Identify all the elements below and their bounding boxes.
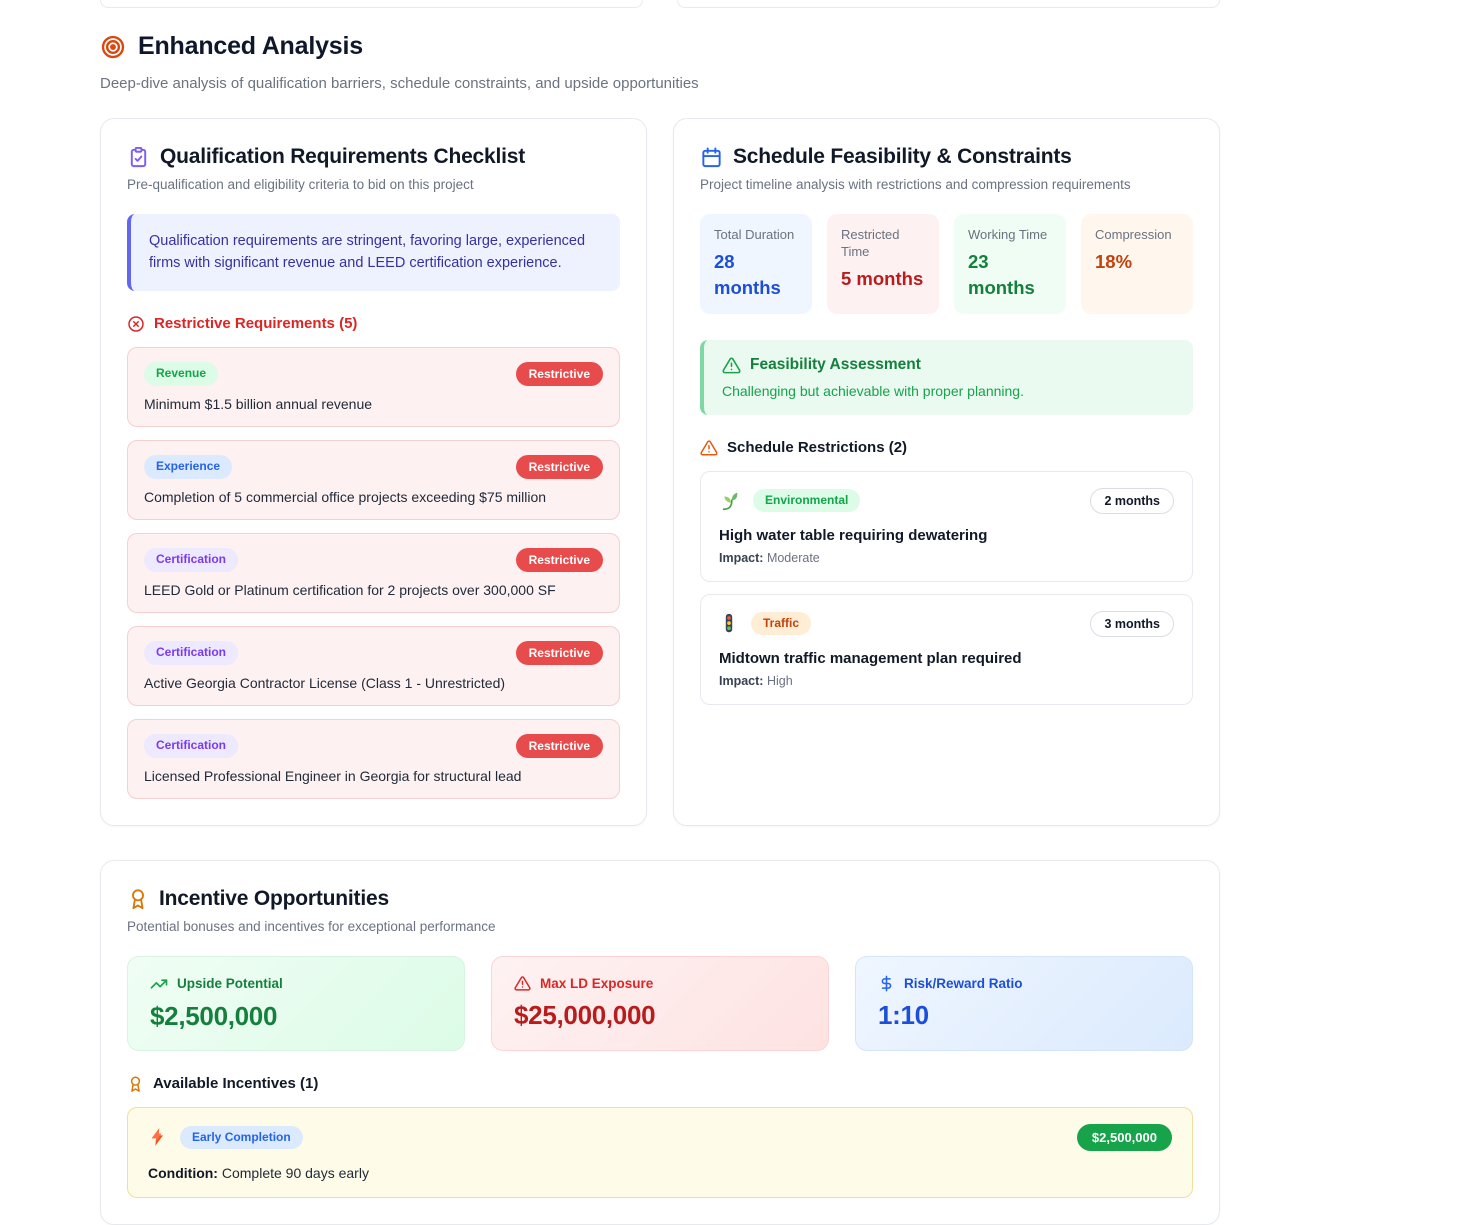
restriction-title: Midtown traffic management plan required [719,649,1022,667]
lightning-bolt-icon [148,1125,168,1149]
requirement-item [127,347,620,427]
stat-compression [1081,214,1193,314]
calendar-icon [700,146,723,169]
traffic-light-icon [719,613,739,635]
stat-max-ld-exposure [491,956,829,1051]
stat-label: Upside Potential [177,976,283,992]
qualification-card [100,118,647,826]
bullseye-icon [100,34,126,60]
enhanced-analysis-section [100,0,1220,1225]
stat-label: Compression [1095,227,1172,242]
dollar-sign-icon [878,975,895,992]
stat-label: Risk/Reward Ratio [904,975,1023,991]
stat-label: Max LD Exposure [540,975,654,991]
restriction-title: High water table requiring dewatering [719,526,988,544]
incentive-stats-row [127,956,1193,1051]
requirement-text: Active Georgia Contractor License (Class 1 - Unrestricted) [144,674,506,691]
restriction-duration-badge: 3 months [1090,611,1174,637]
triangle-alert-icon [514,975,531,992]
circle-x-icon [127,315,145,333]
page-title: Enhanced Analysis [138,32,363,60]
stat-total-duration [700,214,812,314]
requirement-item [127,533,620,613]
restriction-impact: Impact: Moderate [719,550,820,565]
clipboard-check-icon [127,146,150,169]
stat-value: 1:10 [878,999,929,1030]
stat-value: 5 months [841,267,924,289]
card-bottom-fragment-right [677,0,1220,8]
requirement-text: Licensed Professional Engineer in Georgia for structural lead [144,767,522,784]
requirement-item [127,440,620,520]
qualification-summary-callout: Qualification requirements are stringent, favoring large, experienced firms with significant revenue and LEED certification experience. [127,214,620,291]
trending-up-icon [150,975,168,993]
leaf-icon [719,490,741,512]
incentive-condition: Condition: Complete 90 days early [148,1164,369,1181]
restrictive-badge: Restrictive [516,734,603,758]
incentive-item [127,1107,1193,1198]
available-incentives-heading: Available Incentives (1) [153,1075,319,1093]
requirement-item [127,719,620,799]
category-badge: Certification [144,641,238,665]
incentives-card-title: Incentive Opportunities [159,886,389,910]
restriction-item [700,594,1193,705]
incentive-amount-badge: $2,500,000 [1077,1124,1172,1151]
restrictive-badge: Restrictive [516,548,603,572]
restriction-item [700,471,1193,582]
incentives-card [100,860,1220,1225]
stat-value: 18% [1095,250,1133,272]
schedule-restrictions-heading: Schedule Restrictions (2) [727,439,908,457]
page-subtitle: Deep-dive analysis of qualification barriers, schedule constraints, and upside opportunities [100,75,699,92]
restriction-category-badge: Traffic [751,612,811,636]
requirement-text: Completion of 5 commercial office projects exceeding $75 million [144,488,547,505]
restriction-duration-badge: 2 months [1090,488,1174,514]
stat-working-time [954,214,1066,314]
stat-value: 23 months [968,250,1035,298]
schedule-stats-row [700,214,1193,314]
requirement-text: Minimum $1.5 billion annual revenue [144,395,373,412]
triangle-alert-icon [722,356,741,375]
restrictive-badge: Restrictive [516,455,603,479]
restriction-impact: Impact: High [719,673,793,688]
stat-value: $25,000,000 [514,999,656,1030]
stat-upside-potential [127,956,465,1051]
stat-value: $2,500,000 [150,1000,278,1031]
category-badge: Revenue [144,362,218,386]
card-bottom-fragment-left [100,0,643,8]
stat-label: Restricted Time [841,227,900,259]
stat-restricted-time [827,214,939,314]
qualification-card-title: Qualification Requirements Checklist [160,145,526,168]
triangle-alert-icon [700,439,718,457]
requirement-text: LEED Gold or Platinum certification for 2 projects over 300,000 SF [144,581,556,598]
qualification-card-subtitle: Pre-qualification and eligibility criteria to bid on this project [127,177,474,192]
stat-value: 28 months [714,250,781,298]
restrictive-badge: Restrictive [516,641,603,665]
feasibility-text: Challenging but achievable with proper planning. [722,382,1024,399]
restrictive-requirements-heading: Restrictive Requirements (5) [154,315,358,333]
category-badge: Experience [144,455,232,479]
schedule-card-title: Schedule Feasibility & Constraints [733,145,1072,168]
medal-icon [127,887,149,911]
requirement-item [127,626,620,706]
schedule-card-subtitle: Project timeline analysis with restrictions and compression requirements [700,177,1131,192]
restrictive-badge: Restrictive [516,362,603,386]
stat-label: Working Time [968,227,1048,242]
feasibility-assessment-callout [700,340,1193,415]
category-badge: Certification [144,734,238,758]
feasibility-title: Feasibility Assessment [750,356,921,374]
incentive-category-badge: Early Completion [180,1126,303,1150]
stat-label: Total Duration [714,227,795,242]
medal-icon [127,1075,144,1093]
schedule-card [673,118,1220,826]
incentives-card-subtitle: Potential bonuses and incentives for exceptional performance [127,918,496,934]
previous-cards-fragment [100,0,1220,8]
restriction-category-badge: Environmental [753,489,860,513]
category-badge: Certification [144,548,238,572]
stat-risk-reward-ratio [855,956,1193,1051]
